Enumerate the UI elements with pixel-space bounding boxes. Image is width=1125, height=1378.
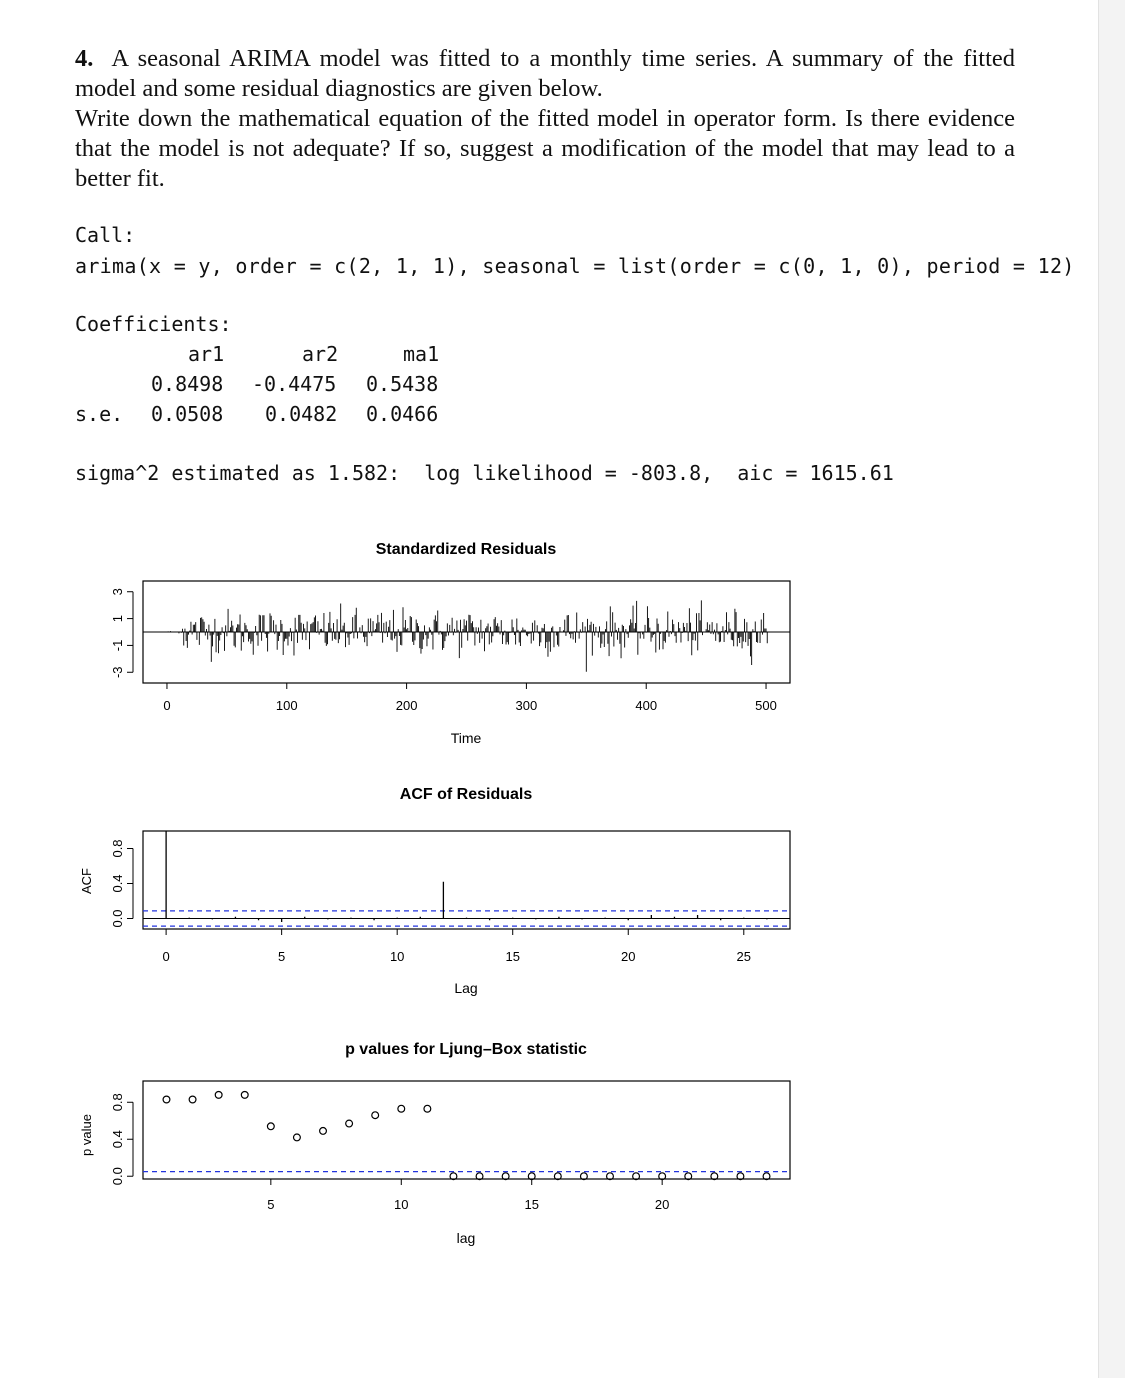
coef-value-ar2: -0.4475: [252, 372, 337, 396]
ljungbox-point: [450, 1173, 457, 1180]
residuals-xtick-label: 200: [395, 698, 418, 713]
residuals-spikes: [143, 600, 790, 671]
residuals-xtick-label: 400: [635, 698, 658, 713]
residuals-panel: [110, 541, 790, 746]
se-value-ar1: 0.0508: [151, 402, 224, 426]
acf-xtick-label: 10: [389, 949, 405, 964]
coef-label: Coefficients:: [75, 312, 232, 336]
residuals-ytick-label: 3: [110, 588, 125, 596]
residuals-xtick-label: 100: [275, 698, 298, 713]
se-value-ar2: 0.0482: [265, 402, 338, 426]
residuals-series: [167, 600, 767, 671]
ljungbox-point: [241, 1091, 248, 1098]
residuals-ytick-label: -3: [110, 666, 125, 679]
residuals-ytick-label: -1: [110, 639, 125, 652]
ljungbox-title: p values for Ljung–Box statistic: [345, 1041, 587, 1058]
residuals-xtick-label: 300: [515, 698, 538, 713]
ljungbox-ytick-label: 0.8: [110, 1093, 125, 1112]
acf-bars: [143, 831, 790, 926]
ljungbox-point: [372, 1112, 379, 1119]
call-label: Call:: [75, 223, 136, 247]
ljungbox-axes: [110, 1093, 669, 1212]
ljungbox-point: [502, 1173, 509, 1180]
ljungbox-point: [398, 1105, 405, 1112]
ljungbox-point: [163, 1096, 170, 1103]
acf-ylabel: ACF: [79, 868, 94, 894]
acf-ytick-label: 0.0: [110, 909, 125, 928]
ljungbox-panel: [79, 1041, 790, 1246]
coef-value-ma1: 0.5438: [366, 372, 439, 396]
acf-panel: [79, 786, 790, 996]
acf-ytick-label: 0.8: [110, 839, 125, 858]
residuals-xtick-label: 500: [755, 698, 777, 713]
ljungbox-point: [476, 1173, 483, 1180]
se-value-ma1: 0.0466: [366, 402, 439, 426]
residuals-ytick-label: 1: [110, 614, 125, 623]
residuals-xtick-label: 0: [163, 698, 171, 713]
call-text: arima(x = y, order = c(2, 1, 1), seasonal = list(order = c(0, 1, 0), period = 12): [75, 254, 1075, 278]
acf-plot-frame: [143, 831, 790, 929]
ljungbox-point: [763, 1173, 770, 1180]
ljungbox-xtick-label: 5: [267, 1197, 275, 1212]
residuals-title: Standardized Residuals: [375, 541, 557, 558]
ljungbox-xlabel: lag: [456, 1230, 476, 1246]
residuals-axes: [110, 588, 777, 713]
acf-xtick-label: 5: [278, 949, 286, 964]
ljungbox-point: [711, 1173, 718, 1180]
ljungbox-point: [659, 1173, 666, 1180]
coef-name-ma1: ma1: [403, 342, 440, 366]
coef-name-ar2: ar2: [302, 342, 339, 366]
ljungbox-point: [294, 1134, 301, 1141]
question-task: Write down the mathematical equation of the fitted model in operator form. Is there evidence that the model is not adequate? If so, suggest a modification of the model that may lead to a better fit.: [75, 105, 1015, 192]
residuals-xlabel: Time: [450, 730, 482, 746]
ljungbox-ylabel: p value: [79, 1114, 94, 1156]
coef-value-ar1: 0.8498: [151, 372, 224, 396]
ljungbox-point: [424, 1105, 431, 1112]
acf-ytick-label: 0.4: [110, 874, 125, 893]
question-text: [75, 44, 1015, 194]
ljungbox-point: [528, 1173, 535, 1180]
question-number: 4.: [75, 45, 94, 72]
ljungbox-point: [267, 1123, 274, 1130]
se-label: s.e.: [75, 402, 124, 426]
ljungbox-point: [189, 1096, 196, 1103]
acf-axes: [110, 839, 751, 964]
ljungbox-ytick-label: 0.4: [110, 1130, 125, 1149]
ljungbox-point: [685, 1173, 692, 1180]
acf-xtick-label: 0: [162, 949, 170, 964]
acf-xlabel: Lag: [454, 980, 478, 996]
ljungbox-xtick-label: 15: [524, 1197, 539, 1212]
sigma-line: sigma^2 estimated as 1.582: log likelihood = -803.8, aic = 1615.61: [75, 461, 894, 485]
ljungbox-point: [580, 1173, 587, 1180]
ljungbox-point: [554, 1173, 561, 1180]
ljungbox-point: [346, 1120, 353, 1127]
ljungbox-point: [633, 1173, 640, 1180]
ljungbox-plot-frame: [143, 1081, 790, 1179]
ljungbox-xtick-label: 20: [654, 1197, 670, 1212]
ljungbox-point: [607, 1173, 614, 1180]
acf-xtick-label: 15: [505, 949, 520, 964]
ljungbox-point: [320, 1128, 327, 1135]
ljungbox-ytick-label: 0.0: [110, 1167, 125, 1186]
acf-xtick-label: 20: [621, 949, 636, 964]
coef-name-ar1: ar1: [188, 342, 225, 366]
residuals-plot-frame: [143, 581, 790, 683]
acf-title: ACF of Residuals: [399, 786, 533, 803]
ljungbox-points: [143, 1091, 790, 1179]
scrollbar-track[interactable]: [1098, 0, 1125, 1378]
acf-xtick-label: 25: [736, 949, 752, 964]
question-intro: 4. A seasonal ARIMA model was fitted to a monthly time series. A summary of the fitted model and some residual diagnostics are given below.: [75, 45, 1015, 102]
ljungbox-xtick-label: 10: [394, 1197, 409, 1212]
ljungbox-point: [215, 1091, 222, 1098]
ljungbox-point: [737, 1173, 744, 1180]
